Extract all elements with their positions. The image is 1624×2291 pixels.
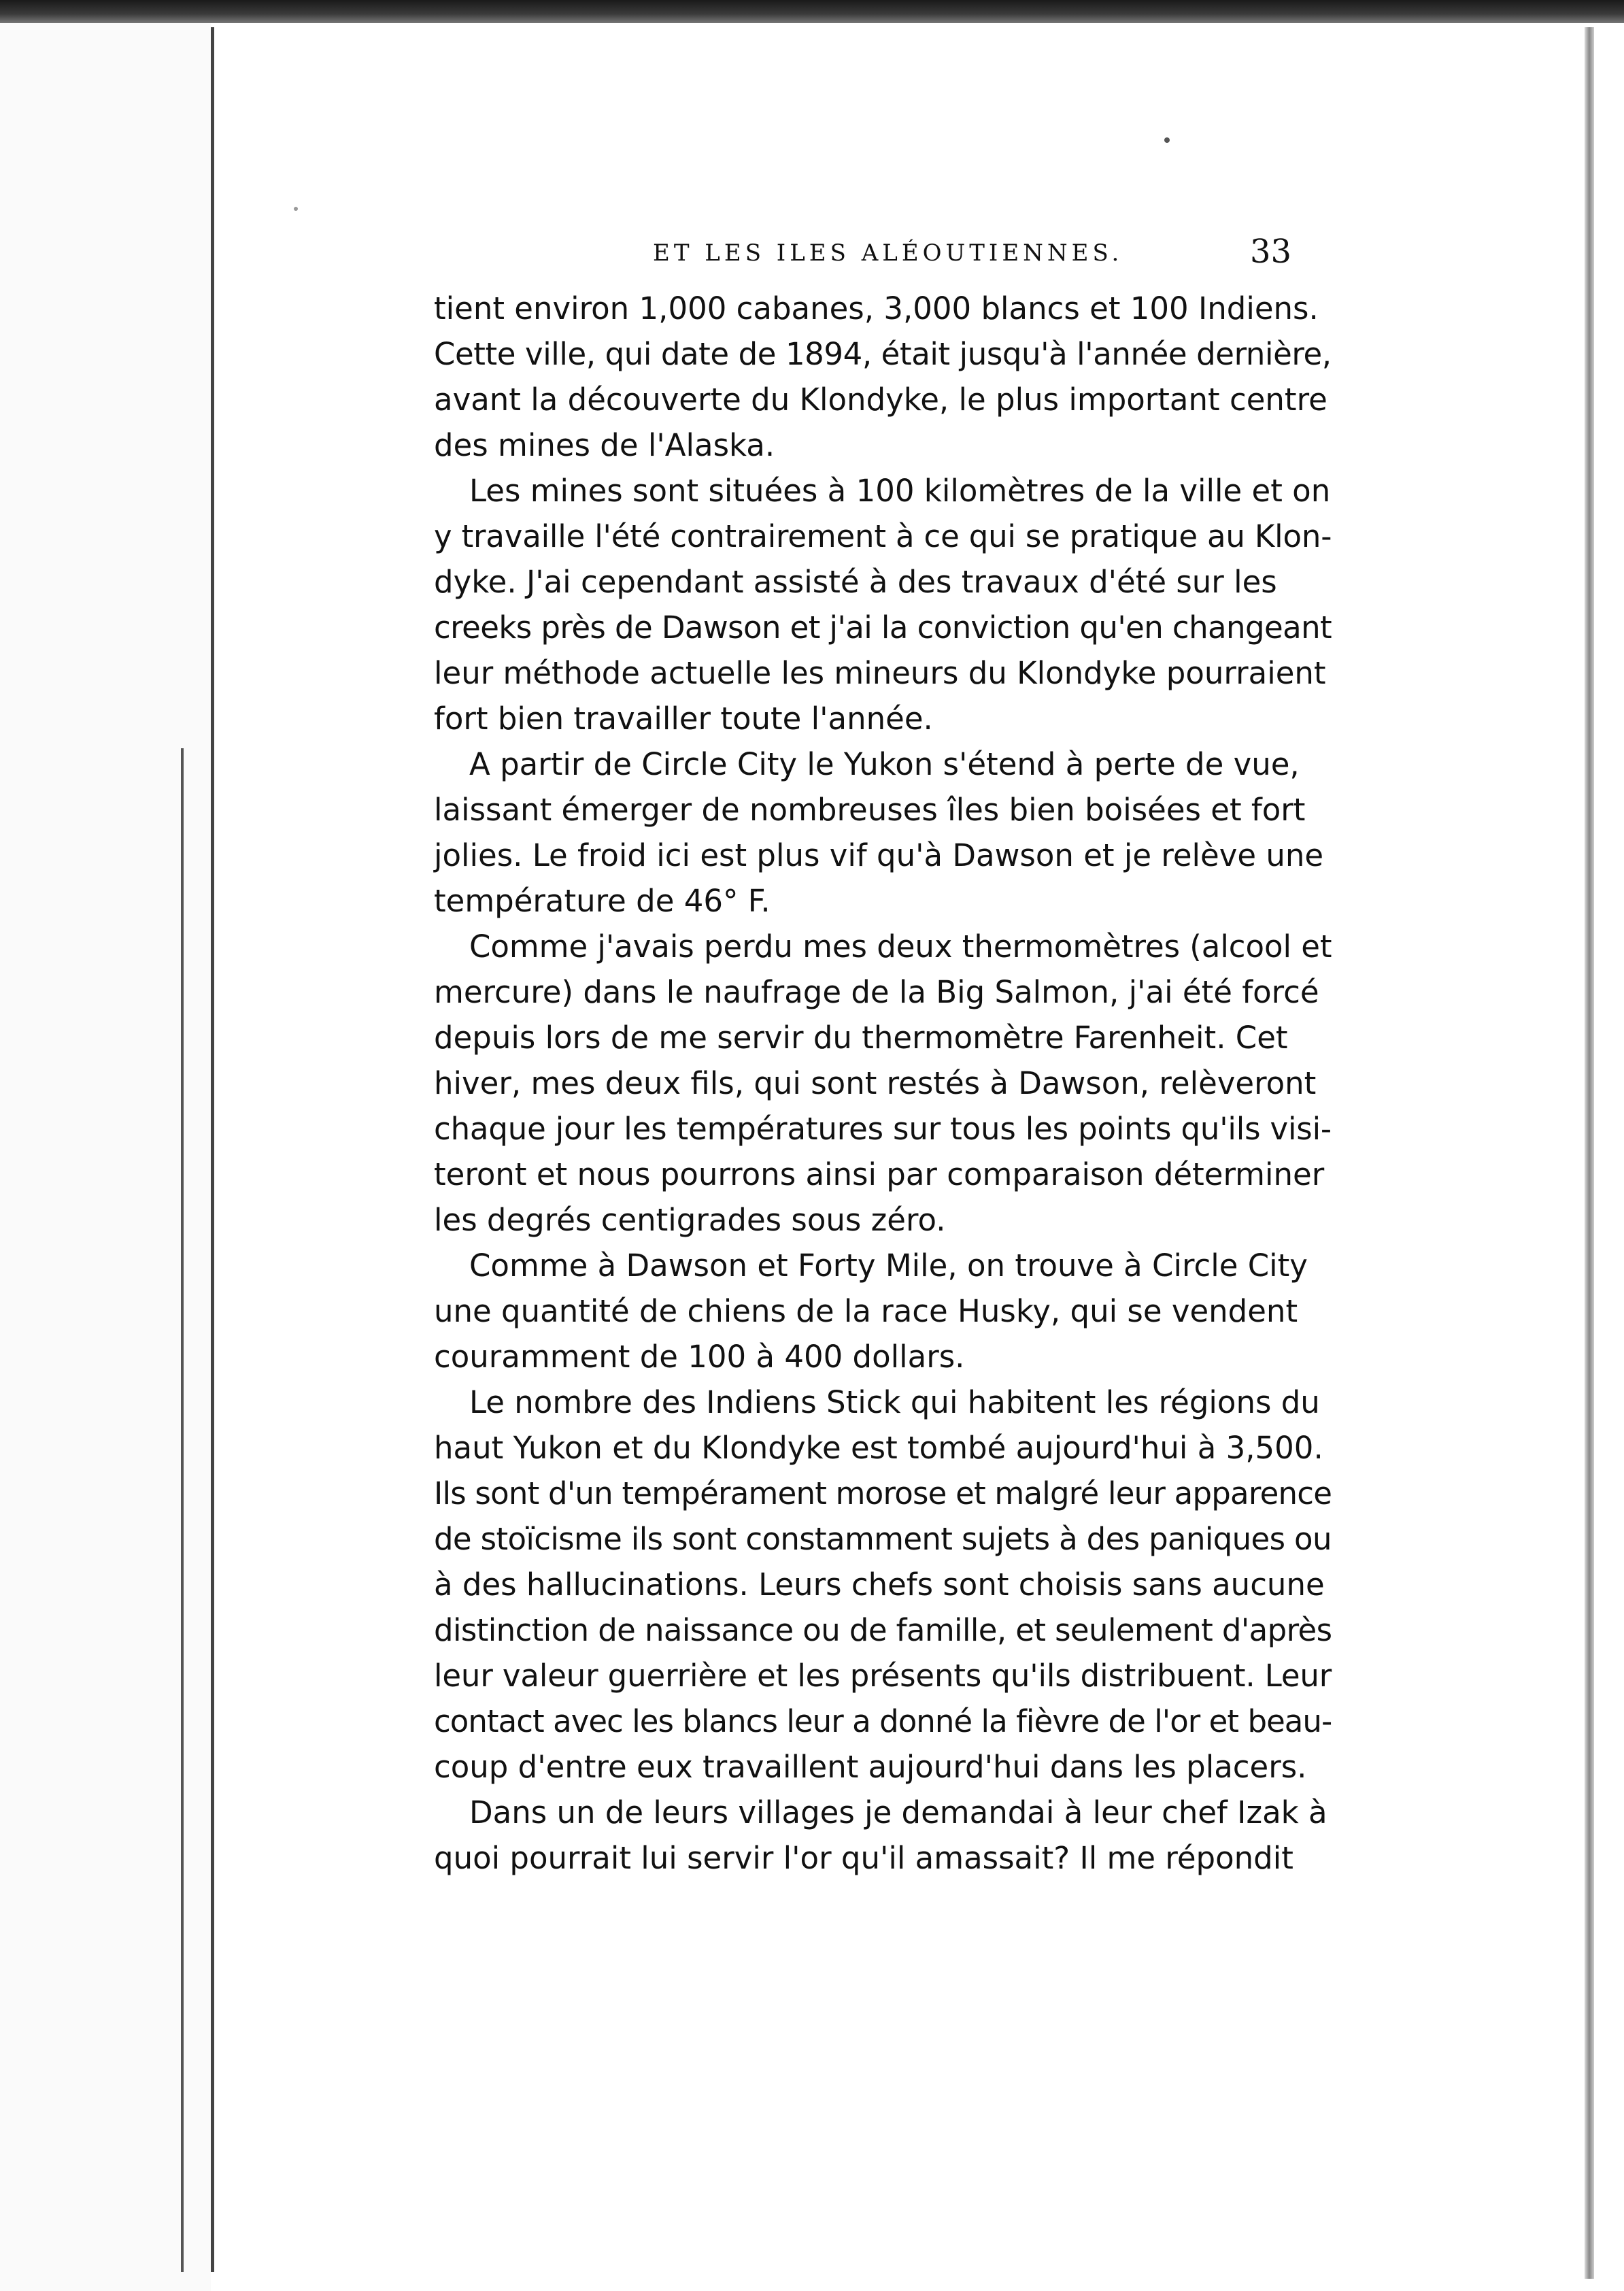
text-line: contact avec les blancs leur a donné la fièvre de l'or et beau- bbox=[434, 1703, 1332, 1739]
text-line: teront et nous pourrons ainsi par comparaison déterminer bbox=[434, 1156, 1325, 1192]
text-line: leur valeur guerrière et les présents qu'ils distribuent. Leur bbox=[434, 1658, 1332, 1694]
text-line: coup d'entre eux travaillent aujourd'hui dans les placers. bbox=[434, 1749, 1307, 1785]
text-line: jolies. Le froid ici est plus vif qu'à Dawson et je relève une bbox=[434, 837, 1324, 873]
text-line: couramment de 100 à 400 dollars. bbox=[434, 1339, 965, 1375]
text-line: Comme à Dawson et Forty Mile, on trouve à Circle City bbox=[469, 1248, 1308, 1284]
text-line: dyke. J'ai cependant assisté à des travaux d'été sur les bbox=[434, 564, 1277, 600]
text-line: Le nombre des Indiens Stick qui habitent les régions du bbox=[469, 1384, 1320, 1420]
text-line: leur méthode actuelle les mineurs du Klondyke pourraient bbox=[434, 655, 1326, 691]
text-line: creeks près de Dawson et j'ai la conviction qu'en changeant bbox=[434, 609, 1332, 646]
speck-mark bbox=[294, 207, 298, 211]
text-line: tient environ 1,000 cabanes, 3,000 blancs et 100 Indiens. bbox=[434, 290, 1319, 327]
text-line: Cette ville, qui date de 1894, était jusqu'à l'année dernière, bbox=[434, 336, 1332, 372]
scan-top-border bbox=[0, 0, 1624, 23]
text-line: fort bien travailler toute l'année. bbox=[434, 701, 933, 737]
text-line: température de 46° F. bbox=[434, 883, 771, 919]
text-line: depuis lors de me servir du thermomètre Farenheit. Cet bbox=[434, 1020, 1288, 1056]
text-line: mercure) dans le naufrage de la Big Salmon, j'ai été forcé bbox=[434, 974, 1319, 1010]
text-line: Les mines sont situées à 100 kilomètres de la ville et on bbox=[469, 473, 1331, 509]
text-line: haut Yukon et du Klondyke est tombé aujourd'hui à 3,500. bbox=[434, 1430, 1323, 1466]
text-line: une quantité de chiens de la race Husky, qui se vendent bbox=[434, 1293, 1298, 1329]
text-line: Dans un de leurs villages je demandai à leur chef Izak à bbox=[469, 1794, 1327, 1830]
text-line: hiver, mes deux fils, qui sont restés à Dawson, relèveront bbox=[434, 1065, 1317, 1101]
text-line: à des hallucinations. Leurs chefs sont choisis sans aucune bbox=[434, 1567, 1325, 1603]
text-line: Ils sont d'un tempérament morose et malgré leur apparence bbox=[434, 1475, 1332, 1511]
text-line: les degrés centigrades sous zéro. bbox=[434, 1202, 946, 1238]
page-right-edge bbox=[1585, 27, 1594, 2279]
page-gutter-line bbox=[211, 27, 214, 2272]
text-line: avant la découverte du Klondyke, le plus important centre bbox=[434, 382, 1327, 418]
text-line: y travaille l'été contrairement à ce qui se pratique au Klon- bbox=[434, 518, 1332, 554]
binding-shadow-line bbox=[181, 748, 184, 2272]
body-text bbox=[434, 286, 1332, 1881]
running-head: ET LES ILES ALÉOUTIENNES. bbox=[653, 239, 1123, 267]
facing-page-edge bbox=[0, 23, 211, 2291]
text-line: quoi pourrait lui servir l'or qu'il amassait? Il me répondit bbox=[434, 1840, 1293, 1876]
text-line: de stoïcisme ils sont constamment sujets à des paniques ou bbox=[434, 1521, 1332, 1557]
text-line: chaque jour les températures sur tous les points qu'ils visi- bbox=[434, 1111, 1332, 1147]
text-line: laissant émerger de nombreuses îles bien boisées et fort bbox=[434, 792, 1306, 828]
text-line: Comme j'avais perdu mes deux thermomètres (alcool et bbox=[469, 929, 1332, 965]
text-line: des mines de l'Alaska. bbox=[434, 427, 775, 463]
page-number: 33 bbox=[1250, 233, 1292, 271]
speck-mark bbox=[1164, 137, 1170, 143]
text-line: distinction de naissance ou de famille, et seulement d'après bbox=[434, 1612, 1332, 1648]
text-line: A partir de Circle City le Yukon s'étend à perte de vue, bbox=[469, 746, 1300, 782]
